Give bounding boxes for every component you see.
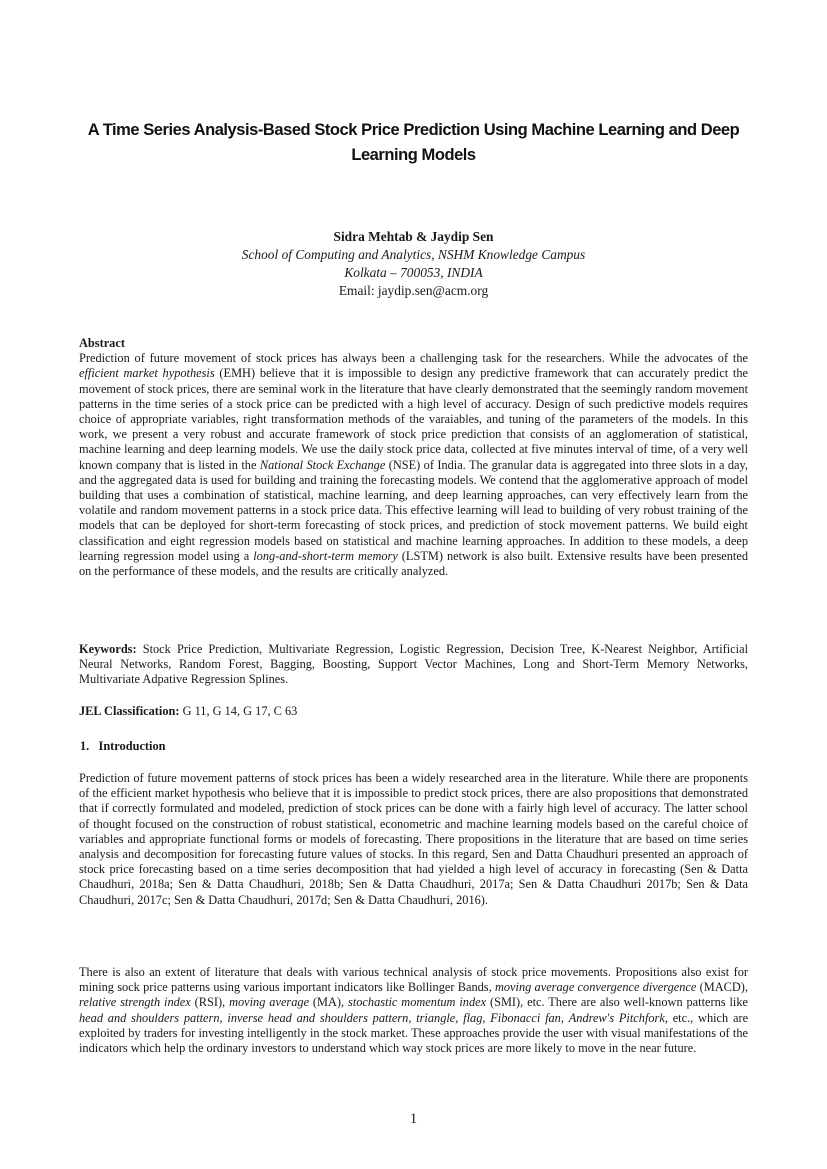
page-number: 1 — [409, 1111, 418, 1127]
author-block — [0, 228, 827, 300]
abstract-heading: Abstract — [79, 336, 125, 350]
keywords-text: Stock Price Prediction, Multivariate Regression, Logistic Regression, Decision Tree, K-Nearest Neighbor, Artificial Neural Networks, Random Forest, Bagging, Boosting, Support Vector Machines, Long and Short-Term Memory Networks, Multivariate Adpative Regression Splines. — [79, 642, 748, 687]
abstract-emphasis: long-and-short-term memory — [253, 548, 398, 563]
author-email: Email: jaydip.sen@acm.org — [338, 283, 489, 298]
jel-codes: G 11, G 14, G 17, C 63 — [179, 704, 298, 718]
author-names: Sidra Mehtab & Jaydip Sen — [333, 229, 494, 244]
author-affiliation: School of Computing and Analytics, NSHM Knowledge Campus — [241, 247, 586, 262]
section-heading-introduction: 1. Introduction — [80, 739, 166, 753]
paper-title: A Time Series Analysis-Based Stock Price Prediction Using Machine Learning and Deep Learning Models — [87, 121, 740, 164]
jel-section — [79, 704, 748, 719]
abstract-section — [79, 336, 748, 579]
intro-paragraph-2: There is also an extent of literature that deals with various technical analysis of stock price movements. Propositions also exist for mining sock price patterns using various important indicators like Bollinger Bands, moving average convergence divergence (MACD), relative strength index (RSI), moving average (MA), stochastic momentum index (SMI), etc. There are also well-known patterns like head and shoulders pattern, inverse head and shoulders pattern, triangle, flag, Fibonacci fan, Andrew's Pitchfork, etc., which are exploited by traders for investing intelligently in the stock market. These approaches provide the user with visual manifestations of the indicators which help the ordinary investors to understand which way stock prices are more likely to move in the near future. — [79, 965, 749, 1056]
abstract-text: Prediction of future movement of stock prices has always been a challenging task for the researchers. While the advocates of the efficient market hypothesis (EMH) believe that it is impossible to design any predictive framework that can accurately predict the movement of stock prices, there are seminal work in the literature that have clearly demonstrated that the seemingly random movement patterns in the time series of a stock price can be predicted with a high level of accuracy. Design of such predictive models requires choice of appropriate variables, right transformation methods of the varaiables, and tuning of the parameters of the models. In this work, we present a very robust and accurate framework of stock price prediction that consists of an agglomeration of statistical, machine learning and deep learning models. We use the daily stock price data, collected at five minutes interval of time, of a very well known company that is listed in the National Stock Exchange (NSE) of India. The granular data is aggregated into three slots in a day, and the aggregated data is used for building and training the forecasting models. We contend that the agglomerative approach of model building that uses a combination of statistical, machine learning, and deep learning approaches, can very effectively learn from the volatile and random movement patterns in a stock price data. This effective learning will lead to building of very robust training of the models that can be deployed for short-term forecasting of stock prices, and prediction of stock movement patterns. We build eight classification and eight regression models based on statistical and machine learning approaches. In addition to these models, a deep learning regression model using a long-and-short-term memory (LSTM) network is also built. Extensive results have been presented on the performance of these models, and the results are critically analyzed. — [79, 351, 749, 579]
abstract-emphasis: efficient market hypothesis — [79, 366, 215, 381]
author-location: Kolkata – 700053, INDIA — [344, 265, 483, 280]
abstract-emphasis: National Stock Exchange — [259, 457, 386, 472]
keywords-label: Keywords: — [79, 642, 137, 656]
intro-paragraph-1: Prediction of future movement patterns of stock prices has been a widely researched area in the literature. While there are proponents of the efficient market hypothesis who believe that it is impossible to predict stock prices, there are also propositions that demonstrated that if correctly formulated and modeled, prediction of stock prices can be done with a fairly high level of accuracy. The latter school of thought focused on the construction of robust statistical, econometric and machine learning models based on the careful choice of variables and appropriate functional forms or models of forecasting. There propositions in the literature that are based on time series analysis and decomposition for forecasting future values of stocks. In this regard, Sen and Datta Chaudhuri presented an approach of stock price forecasting based on a time series decomposition that had yielded a high level of accuracy in forecasting (Sen & Datta Chaudhuri, 2018a; Sen & Datta Chaudhuri, 2018b; Sen & Datta Chaudhuri, 2017a; Sen & Datta Chaudhuri 2017b; Sen & Data Chaudhuri, 2017c; Sen & Datta Chaudhuri, 2017d; Sen & Datta Chaudhuri, 2016). — [79, 771, 748, 907]
jel-label: JEL Classification: — [79, 704, 180, 718]
keywords-section — [79, 642, 748, 688]
